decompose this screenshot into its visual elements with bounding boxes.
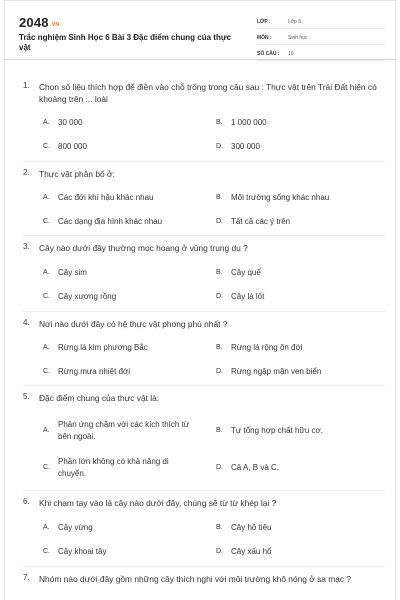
option-3a[interactable] — [43, 267, 213, 279]
option-text: Phần lớn không có khả năng di chuyển. — [58, 457, 169, 478]
question-divider — [23, 235, 385, 236]
option-text: Cây khoai tây — [58, 547, 107, 556]
question-divider — [23, 161, 385, 162]
question-6 — [5, 497, 395, 509]
option-letter: D. — [216, 218, 223, 225]
option-text: 30 000 — [58, 118, 83, 127]
option-letter: C. — [43, 218, 50, 225]
option-4b[interactable] — [216, 342, 391, 354]
option-text: Môi trường sống khác nhau — [231, 193, 330, 202]
meta-label: MÔN : — [257, 34, 272, 41]
option-text: Tất cả các ý trên — [231, 217, 291, 226]
question-number: 7. — [23, 573, 30, 582]
option-letter: A. — [43, 269, 50, 276]
meta-grade — [257, 15, 385, 29]
option-text: Cây xương rồng — [58, 292, 117, 301]
question-number: 4. — [23, 318, 30, 327]
option-letter: B. — [216, 524, 223, 531]
option-5b[interactable] — [216, 425, 391, 437]
meta-value: 10 — [288, 50, 294, 57]
question-number: 6. — [23, 497, 30, 506]
option-text: Rừng lá kim phương Bắc — [58, 343, 148, 352]
quiz-page — [4, 0, 396, 600]
option-3c[interactable] — [43, 291, 213, 303]
option-3d[interactable] — [216, 291, 391, 303]
option-letter: B. — [216, 344, 223, 351]
question-text: Chọn số liệu thích hợp để điền vào chỗ trống trong câu sau : Thực vật trên Trái Đất hiện có khoảng trên ... loài — [39, 82, 377, 104]
option-text: Cây hồ tiêu — [231, 523, 272, 532]
option-letter: C. — [43, 143, 50, 150]
logo-sub: .VN — [49, 22, 60, 28]
option-text: 1 000 000 — [231, 118, 267, 127]
question-text: Cây nào dưới đây thường mọc hoang ở vùng trung du ? — [39, 243, 248, 253]
question-5 — [5, 392, 395, 404]
option-text: Cây quế — [231, 268, 261, 277]
option-6a[interactable] — [43, 522, 213, 534]
logo-main: 2048 — [19, 15, 49, 30]
question-number: 2. — [23, 168, 30, 177]
question-divider — [23, 311, 385, 312]
option-2a[interactable] — [43, 192, 213, 204]
option-1b[interactable] — [216, 117, 386, 129]
question-3 — [5, 242, 395, 254]
question-4 — [5, 318, 395, 330]
option-text: Cây sim — [58, 268, 87, 277]
option-letter: D. — [216, 368, 223, 375]
page-header — [5, 1, 395, 60]
option-letter: D. — [216, 548, 223, 555]
option-2b[interactable] — [216, 192, 391, 204]
meta-label: SỐ CÂU : — [257, 50, 280, 57]
question-divider — [23, 490, 385, 491]
option-4c[interactable] — [43, 366, 213, 378]
option-text: 800 000 — [58, 142, 87, 151]
option-letter: C. — [43, 293, 50, 300]
meta-label: LỚP : — [257, 18, 271, 25]
option-text: Cả A, B và C. — [231, 463, 280, 472]
question-text: Nhóm nào dưới đây gồm những cây thích nghi với môi trường khô nóng ở sa mạc ? — [39, 574, 352, 584]
option-text: Tự tổng hợp chất hữu cơ. — [231, 426, 323, 435]
option-6b[interactable] — [216, 522, 391, 534]
option-text: Cây xấu hổ — [231, 547, 272, 556]
option-text: Rừng ngập mặn ven biển — [231, 367, 322, 376]
option-letter: A. — [43, 194, 50, 201]
option-1a[interactable] — [43, 117, 203, 129]
option-text: Phản ứng chậm với các kích thích từ bên ngoài. — [58, 420, 190, 441]
option-letter: A. — [43, 344, 50, 351]
meta-value: Sinh học — [288, 34, 308, 41]
option-letter: D. — [216, 464, 223, 471]
question-2 — [5, 168, 395, 180]
question-1 — [5, 81, 395, 105]
question-text: Nơi nào dưới đây có hệ thực vật phong phú nhất ? — [39, 319, 228, 329]
option-letter: C. — [43, 368, 50, 375]
quiz-title: Trắc nghiệm Sinh Học 6 Bài 3 Đặc điểm chung của thực vật — [19, 33, 232, 52]
quiz-meta — [257, 15, 385, 63]
option-letter: D. — [216, 293, 223, 300]
meta-value: Lớp 6 — [288, 18, 302, 25]
question-number: 5. — [23, 392, 30, 401]
question-text: Thực vật phân bố ở: — [39, 169, 115, 179]
question-7 — [5, 573, 395, 585]
question-text: Khi chạm tay vào lá cây nào dưới đây, chúng sẽ từ từ khép lại ? — [39, 498, 277, 508]
option-1c[interactable] — [43, 141, 203, 153]
option-letter: B. — [216, 427, 223, 434]
option-letter: D. — [216, 143, 223, 150]
question-number: 3. — [23, 242, 30, 251]
option-letter: B. — [216, 269, 223, 276]
option-text: Các dạng địa hình khác nhau — [58, 217, 163, 226]
option-letter: A. — [43, 119, 50, 126]
option-letter: B. — [216, 194, 223, 201]
meta-subject — [257, 31, 385, 45]
option-letter: C. — [43, 548, 50, 555]
option-text: 300 000 — [231, 142, 260, 151]
question-divider — [23, 385, 385, 386]
option-2d[interactable] — [216, 216, 391, 228]
option-5c[interactable] — [43, 456, 213, 480]
option-4a[interactable] — [43, 342, 213, 354]
option-1d[interactable] — [216, 141, 386, 153]
option-text: Cây lá lốt — [231, 292, 265, 301]
option-6c[interactable] — [43, 546, 213, 558]
option-text: Rừng mưa nhiệt đới — [58, 367, 130, 376]
option-text: Rừng lá rộng ôn đới — [231, 343, 303, 352]
option-5d[interactable] — [216, 462, 391, 474]
option-letter: A. — [43, 427, 50, 434]
option-letter: A. — [43, 524, 50, 531]
option-2c[interactable] — [43, 216, 213, 228]
question-text: Đặc điểm chung của thực vật là: — [39, 393, 160, 403]
option-3b[interactable] — [216, 267, 391, 279]
site-logo[interactable] — [19, 15, 60, 30]
question-number: 1. — [23, 81, 30, 90]
option-4d[interactable] — [216, 366, 391, 378]
option-letter: C. — [43, 464, 50, 471]
question-divider — [23, 566, 385, 567]
option-letter: B. — [216, 119, 223, 126]
option-text: Cây vừng — [58, 523, 93, 532]
meta-question-count — [257, 47, 385, 61]
option-text: Các đới khí hậu khác nhau — [58, 193, 154, 202]
option-6d[interactable] — [216, 546, 391, 558]
option-5a[interactable] — [43, 419, 213, 443]
